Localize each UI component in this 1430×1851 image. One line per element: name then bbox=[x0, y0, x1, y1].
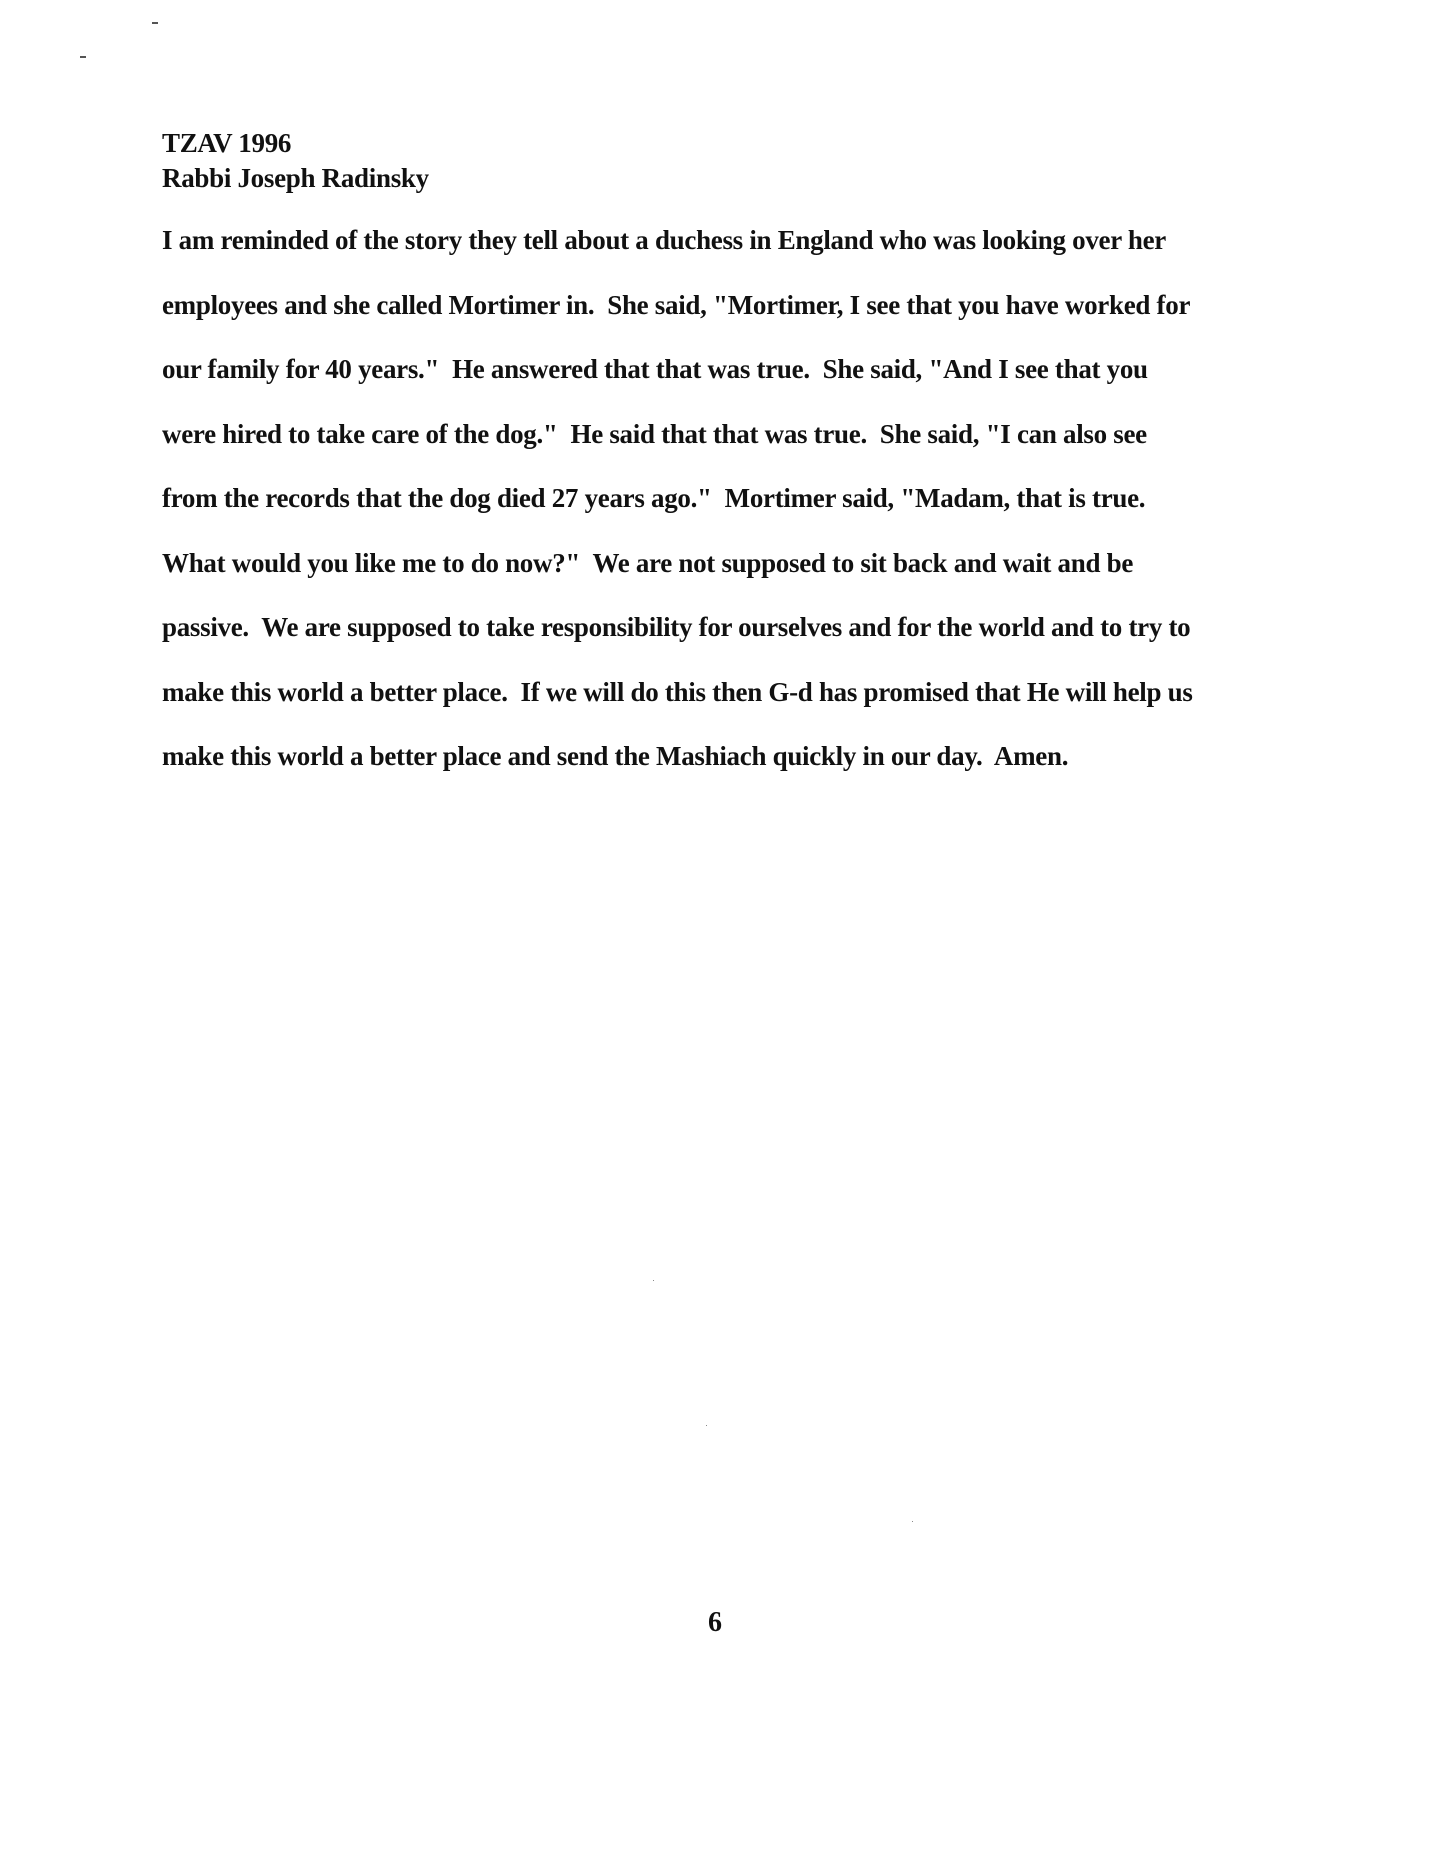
body-line: employees and she called Mortimer in. She said, "Mortimer, I see that you have worked for bbox=[162, 289, 1191, 320]
body-line: from the records that the dog died 27 years ago." Mortimer said, "Madam, that is true. bbox=[162, 483, 1146, 513]
body-line: passive. We are supposed to take responsibility for ourselves and for the world and to try to bbox=[162, 612, 1191, 642]
document-author: Rabbi Joseph Radinsky bbox=[162, 163, 429, 193]
document-body bbox=[162, 222, 1282, 803]
body-line: make this world a better place. If we will do this then G-d has promised that He will help us bbox=[162, 676, 1193, 707]
scan-dot bbox=[653, 1280, 654, 1281]
document-title: TZAV 1996 bbox=[162, 128, 292, 158]
document-header bbox=[162, 126, 429, 196]
page-number: 6 bbox=[708, 1607, 722, 1638]
body-line: were hired to take care of the dog." He said that that was true. She said, "I can also see bbox=[162, 418, 1147, 449]
body-line: our family for 40 years." He answered that that was true. She said, "And I see that you bbox=[162, 354, 1148, 384]
body-line: What would you like me to do now?" We are not supposed to sit back and wait and be bbox=[162, 547, 1134, 578]
scan-mark bbox=[152, 22, 158, 24]
body-line: make this world a better place and send the Mashiach quickly in our day. Amen. bbox=[162, 741, 1069, 771]
scan-dot bbox=[912, 1521, 913, 1522]
body-line: I am reminded of the story they tell about a duchess in England who was looking over her bbox=[162, 225, 1166, 255]
scan-mark bbox=[80, 56, 86, 58]
scan-dot bbox=[706, 1425, 707, 1426]
